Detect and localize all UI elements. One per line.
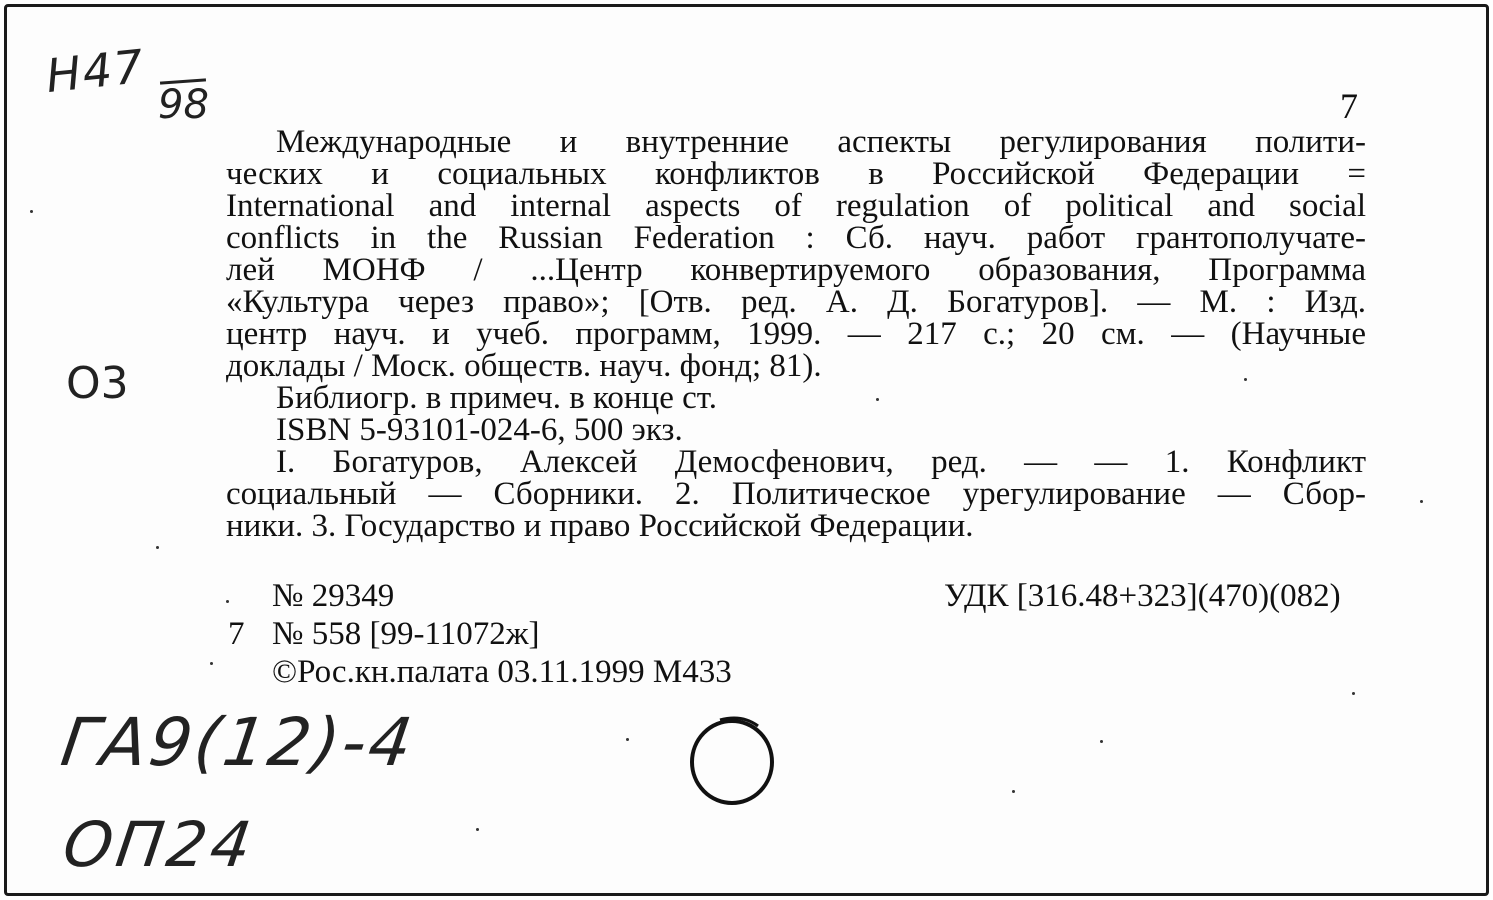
handwritten-shelf-mark-2: ОП24 [58,808,260,881]
description-line-6: «Культура через право»; [Отв. ред. А. Д. Богатуров]. — М. : Изд. [226,284,1366,320]
handwritten-shelf-mark: ГА9(12)-4 [56,704,420,781]
scan-speck [876,398,879,401]
description-line-5: лей МОНФ / ...Центр конвертируемого образования, Программа [226,252,1366,288]
scan-speck [210,662,213,665]
scan-speck [1244,378,1247,381]
scan-speck [476,828,479,831]
scan-speck [30,210,33,213]
scan-speck [226,600,229,603]
scan-speck [626,738,629,741]
isbn-line: ISBN 5-93101-024-6, 500 экз. [276,412,683,448]
scan-speck [1420,500,1423,503]
drawn-circle-icon [680,706,790,816]
handwritten-code-top-under: 98 [158,82,209,128]
scan-speck [1012,790,1015,793]
scan-speck [1100,740,1103,743]
description-line-3: International and internal aspects of regulation of political and social [226,188,1366,224]
description-line-4: conflicts in the Russian Federation : Сб. науч. работ грантополучате- [226,220,1366,256]
card-page-number: 7 [1340,86,1358,126]
handwritten-code-top: Н47 [43,38,148,104]
description-line-8: доклады / Моск. обществ. науч. фонд; 81). [226,348,822,384]
description-line-2: ческих и социальных конфликтов в Российской Федерации = [226,156,1366,192]
scan-speck [1352,692,1355,695]
scan-speck [156,546,159,549]
record-number: № 29349 [272,578,395,614]
order-number: № 558 [99-11072ж] [272,616,540,652]
udc-code: УДК [316.48+323](470)(082) [944,578,1341,614]
description-line-7: центр науч. и учеб. программ, 1999. — 217 с.; 20 см. — (Научные [226,316,1366,352]
subject-line-1: I. Богатуров, Алексей Демосфенович, ред. — — 1. Конфликт [276,444,1366,480]
description-line-1: Международные и внутренние аспекты регулирования полити- [276,124,1366,160]
handwritten-code-side: О3 [66,358,129,409]
bibliography-note: Библиогр. в примеч. в конце ст. [276,380,717,416]
subject-line-2: социальный — Сборники. 2. Политическое урегулирование — Сбор- [226,476,1366,512]
subject-line-3: ники. 3. Государство и право Российской Федерации. [226,508,974,544]
copyright-line: ©Рос.кн.палата 03.11.1999 М433 [272,654,732,690]
copy-count: 7 [228,616,245,652]
